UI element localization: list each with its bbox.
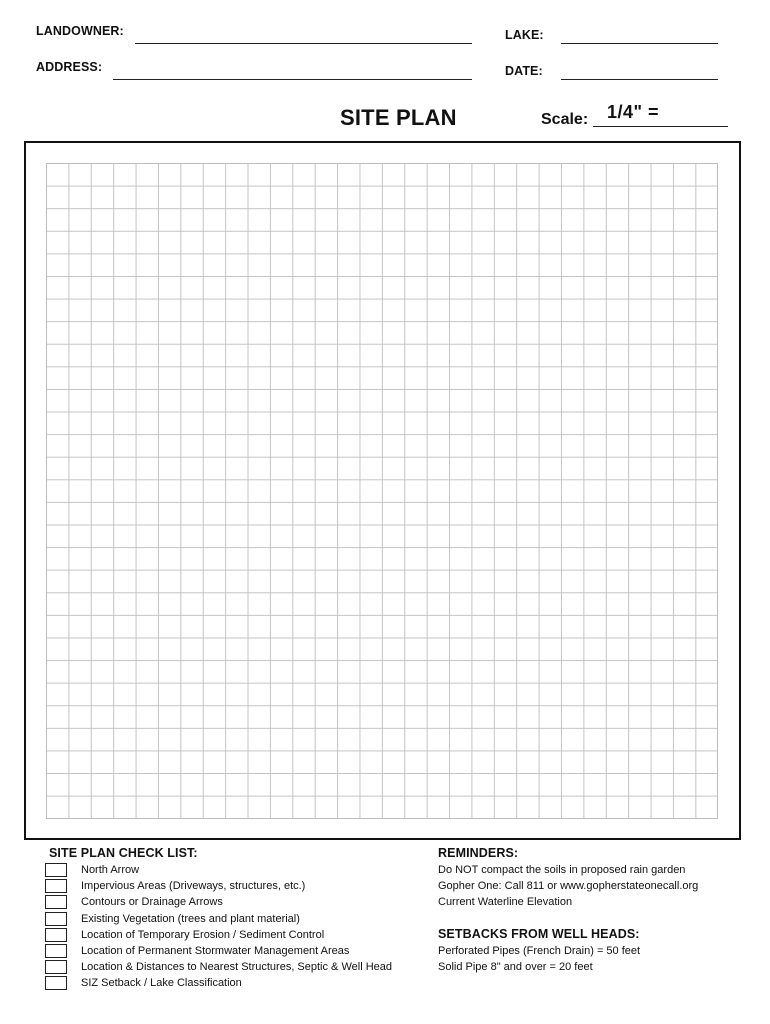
date-field-line [561, 58, 718, 80]
checklist-item-label: SIZ Setback / Lake Classification [81, 977, 242, 990]
setback-item: Perforated Pipes (French Drain) = 50 feet [438, 945, 641, 957]
address-field-line [113, 58, 472, 80]
checklist-item [45, 943, 392, 959]
checklist-item [45, 894, 392, 910]
checklist-item [45, 959, 392, 975]
lake-field[interactable] [561, 22, 718, 43]
checklist-item-label: Location of Temporary Erosion / Sediment Control [81, 928, 325, 941]
reminder-item: Gopher One: Call 811 or www.gopherstateonecall.org [438, 880, 699, 893]
checklist-item-label: Impervious Areas (Driveways, structures, etc.) [81, 880, 306, 893]
checklist-item [45, 911, 392, 927]
setbacks-title: SETBACKS FROM WELL HEADS: [438, 927, 640, 941]
date-label: DATE: [505, 64, 543, 78]
checkbox[interactable] [45, 928, 67, 942]
scale-value: 1/4" = [607, 102, 660, 122]
reminders-list [438, 862, 698, 911]
landowner-field-line [135, 22, 472, 44]
checklist-title: SITE PLAN CHECK LIST: [49, 846, 198, 860]
date-field[interactable] [561, 58, 718, 79]
checkbox[interactable] [45, 960, 67, 974]
landowner-field[interactable] [135, 22, 472, 43]
checklist-item [45, 878, 392, 894]
checklist-item-label: Location & Distances to Nearest Structures, Septic & Well Head [81, 961, 392, 974]
checklist-item-label: Location of Permanent Stormwater Management Areas [81, 945, 350, 958]
checkbox[interactable] [45, 912, 67, 926]
checkbox[interactable] [45, 863, 67, 877]
lake-field-line [561, 22, 718, 44]
checkbox[interactable] [45, 879, 67, 893]
site-plan-grid[interactable] [46, 163, 718, 819]
checkbox[interactable] [45, 944, 67, 958]
lake-label: LAKE: [505, 28, 544, 42]
reminder-item: Current Waterline Elevation [438, 896, 573, 909]
checklist-item [45, 975, 392, 991]
address-field[interactable] [113, 58, 472, 79]
landowner-label: LANDOWNER: [36, 24, 124, 38]
checklist-item-label: Contours or Drainage Arrows [81, 896, 223, 909]
checklist-item-label: Existing Vegetation (trees and plant material) [81, 912, 300, 925]
checkbox[interactable] [45, 895, 67, 909]
address-label: ADDRESS: [36, 60, 103, 74]
scale-label: Scale: [541, 111, 589, 128]
reminders-title: REMINDERS: [438, 846, 519, 860]
setbacks-list [438, 943, 640, 975]
checkbox[interactable] [45, 976, 67, 990]
checklist-item [45, 927, 392, 943]
setback-item: Solid Pipe 8" and over = 20 feet [438, 961, 593, 974]
checklist [45, 862, 392, 992]
checklist-item-label: North Arrow [81, 864, 140, 877]
reminder-item: Do NOT compact the soils in proposed rain garden [438, 864, 686, 876]
page-title: SITE PLAN [340, 105, 457, 130]
checklist-item [45, 862, 392, 878]
